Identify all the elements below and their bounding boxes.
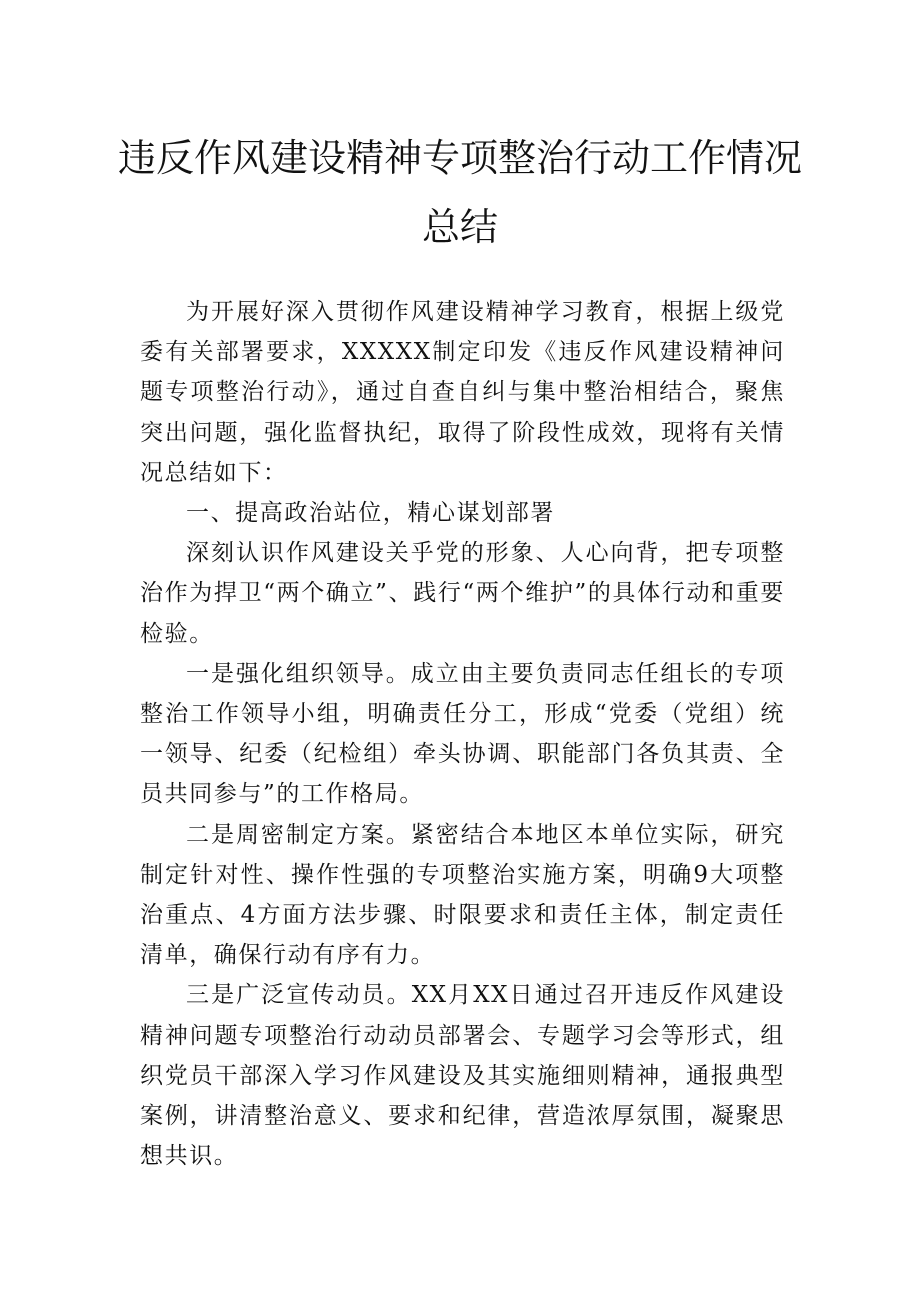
point-3-paragraph: 三是广泛宣传动员。XX月XX日通过召开违反作风建设精神问题专项整治行动动员部署会、专题学习会等形式，组织党员干部深入学习作风建设及其实施细则精神，通报典型案例，讲清整治意义、要求和纪律，营造浓厚氛围，凝聚思想共识。 xyxy=(140,982,785,1170)
document-title-line-2: 总结 xyxy=(421,205,498,249)
intro-paragraph: 为开展好深入贯彻作风建设精神学习教育，根据上级党委有关部署要求，XXXXX制定印发《违反作风建设精神问题专项整治行动》，通过自查自纠与集中整治相结合，聚焦突出问题，强化监督执纪，取得了阶段性成效，现将有关情况总结如下： xyxy=(140,299,785,486)
point-1-paragraph: 一是强化组织领导。成立由主要负责同志任组长的专项整治工作领导小组，明确责任分工，形成“党委（党组）统一领导、纪委（纪检组）牵头协调、职能部门各负其责、全员共同参与”的工作格局。 xyxy=(140,660,785,808)
section-heading-1: 一、提高政治站位，精心谋划部署 xyxy=(186,500,555,527)
document-body xyxy=(140,292,785,1176)
section-1-intro-paragraph: 深刻认识作风建设关乎党的形象、人心向背，把专项整治作为捍卫“两个确立”、践行“两个维护”的具体行动和重要检验。 xyxy=(140,540,785,647)
document-title-line-1: 违反作风建设精神专项整治行动工作情况 xyxy=(117,136,802,180)
point-2-paragraph: 二是周密制定方案。紧密结合本地区本单位实际，研究制定针对性、操作性强的专项整治实施方案，明确9大项整治重点、4方面方法步骤、时限要求和责任主体，制定责任清单，确保行动有序有力。 xyxy=(140,821,785,969)
